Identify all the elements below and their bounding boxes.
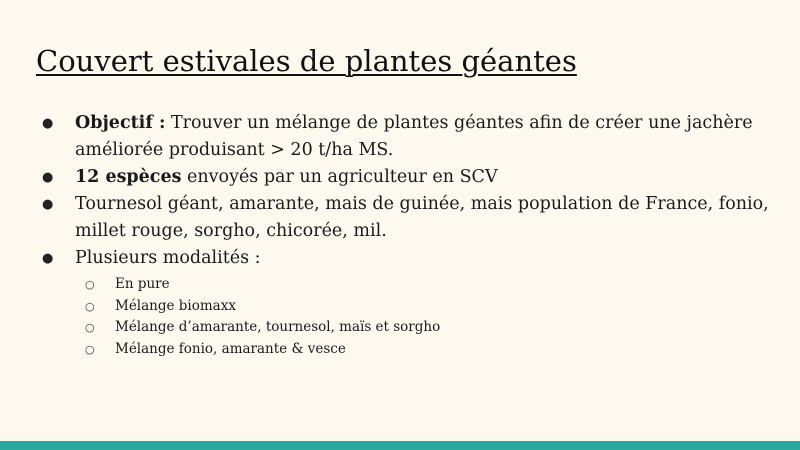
bullet-icon: ●: [42, 116, 54, 131]
bullet-list: [42, 110, 772, 360]
sub-item-text: Mélange fonio, amarante & vesce: [115, 340, 346, 357]
list-item-species-names: [42, 191, 772, 245]
slide-title: Couvert estivales de plantes géantes: [36, 44, 577, 78]
sub-bullet-icon: ○: [85, 299, 95, 313]
sub-item-text: Mélange biomaxx: [115, 297, 236, 314]
accent-bar: [0, 441, 800, 450]
sub-item-text: Mélange d’amarante, tournesol, maïs et sorgho: [115, 319, 441, 335]
sub-item: [75, 339, 772, 361]
sub-item-text: En pure: [115, 276, 170, 292]
bullet-icon: ●: [42, 197, 54, 212]
list-item-objectif: [42, 110, 772, 164]
bullet-icon: ●: [42, 251, 54, 266]
sub-item: [75, 317, 772, 339]
item-bold-label: Objectif :: [75, 113, 166, 133]
item-text: Plusieurs modalités :: [75, 248, 261, 268]
list-item-modalites: [42, 245, 772, 360]
item-text: Trouver un mélange de plantes géantes afin de créer une jachère améliorée produisant > 20 t/ha MS.: [75, 113, 753, 160]
sub-bullet-icon: ○: [85, 321, 95, 334]
sub-bullet-icon: ○: [85, 278, 95, 291]
bullet-icon: ●: [42, 170, 54, 185]
item-text: envoyés par un agriculteur en SCV: [181, 167, 498, 187]
list-item-especes: [42, 164, 772, 191]
sub-list: [75, 274, 772, 360]
item-text: Tournesol géant, amarante, mais de guinée, mais population de France, fonio, millet rouge, sorgho, chicorée, mil.: [75, 194, 769, 241]
item-bold-label: 12 espèces: [75, 167, 182, 187]
sub-bullet-icon: ○: [85, 342, 95, 356]
sub-item: [75, 296, 772, 318]
sub-item: [75, 274, 772, 296]
